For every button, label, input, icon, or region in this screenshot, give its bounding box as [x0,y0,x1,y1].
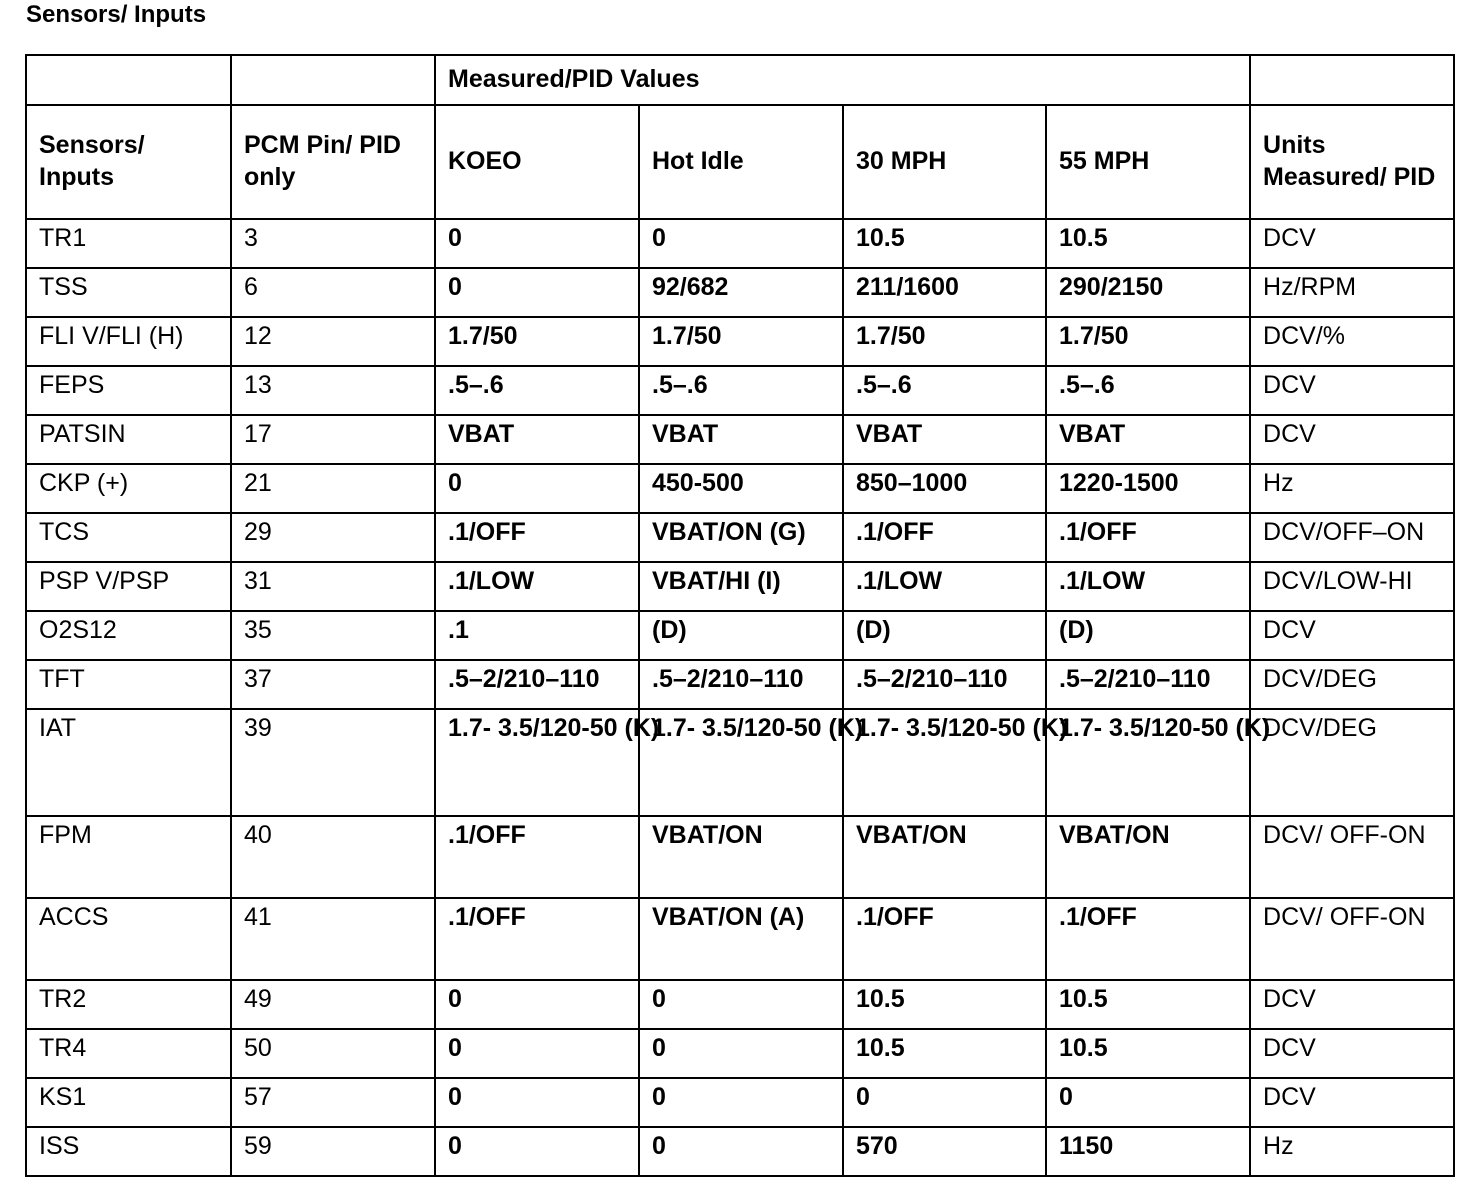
mph30-value: .1/OFF [843,898,1046,980]
pin-cell: 13 [231,366,435,415]
mph55-value: VBAT/ON [1046,816,1250,898]
sensor-cell: TR4 [26,1029,231,1078]
sensor-cell: PATSIN [26,415,231,464]
mph55-value: 0 [1046,1078,1250,1127]
table-row [26,219,1454,268]
table-row [26,1029,1454,1078]
table-row [26,1127,1454,1176]
units-cell: DCV/OFF–ON [1250,513,1454,562]
sensor-cell: IAT [26,709,231,816]
header-sensor: Sensors/ Inputs [26,105,231,219]
units-cell: DCV [1250,1078,1454,1127]
pin-cell: 40 [231,816,435,898]
units-cell: DCV/% [1250,317,1454,366]
mph55-value: 10.5 [1046,219,1250,268]
units-cell: DCV/DEG [1250,660,1454,709]
header-units: Units Measured/ PID [1250,105,1454,219]
mph30-value: .1/OFF [843,513,1046,562]
mph55-value: 1150 [1046,1127,1250,1176]
mph30-value: .5–2/210–110 [843,660,1046,709]
table-row [26,415,1454,464]
mph55-value: .1/OFF [1046,898,1250,980]
table-row [26,660,1454,709]
koeo-value: 0 [435,219,639,268]
units-cell: DCV [1250,219,1454,268]
mph30-value: 0 [843,1078,1046,1127]
hot-idle-value: .5–2/210–110 [639,660,843,709]
table-row [26,317,1454,366]
mph30-value: 570 [843,1127,1046,1176]
table-row [26,1078,1454,1127]
hot-idle-value: 1.7- 3.5/120-50 (K) [639,709,843,816]
hot-idle-value: VBAT/ON (A) [639,898,843,980]
table-row [26,709,1454,816]
koeo-value: 0 [435,1029,639,1078]
sensor-cell: TFT [26,660,231,709]
table-row [26,464,1454,513]
hot-idle-value: 0 [639,1078,843,1127]
sensor-input-table [25,54,1455,1177]
table-row [26,816,1454,898]
blank-header-cell [231,55,435,105]
koeo-value: 0 [435,1078,639,1127]
hot-idle-value: .5–.6 [639,366,843,415]
header-koeo: KOEO [435,105,639,219]
sensor-cell: TSS [26,268,231,317]
pin-cell: 37 [231,660,435,709]
pin-cell: 49 [231,980,435,1029]
sensor-cell: TCS [26,513,231,562]
mph55-value: 1220-1500 [1046,464,1250,513]
mph30-value: 850–1000 [843,464,1046,513]
hot-idle-value: 0 [639,1029,843,1078]
sensor-cell: ISS [26,1127,231,1176]
mph55-value: 1.7- 3.5/120-50 (K) [1046,709,1250,816]
column-header-row [26,105,1454,219]
mph55-value: VBAT [1046,415,1250,464]
mph55-value: (D) [1046,611,1250,660]
hot-idle-value: VBAT [639,415,843,464]
units-cell: Hz/RPM [1250,268,1454,317]
header-55-mph: 55 MPH [1046,105,1250,219]
mph55-value: 10.5 [1046,1029,1250,1078]
sensor-cell: PSP V/PSP [26,562,231,611]
mph55-value: .5–2/210–110 [1046,660,1250,709]
pin-cell: 39 [231,709,435,816]
pin-cell: 41 [231,898,435,980]
sensor-cell: O2S12 [26,611,231,660]
units-cell: DCV [1250,415,1454,464]
pin-cell: 3 [231,219,435,268]
pin-cell: 21 [231,464,435,513]
blank-header-cell [26,55,231,105]
koeo-value: .1/LOW [435,562,639,611]
koeo-value: 0 [435,980,639,1029]
units-cell: DCV [1250,611,1454,660]
koeo-value: .1/OFF [435,513,639,562]
measured-pid-values-header: Measured/PID Values [435,55,1250,105]
group-header-row [26,55,1454,105]
units-cell: Hz [1250,1127,1454,1176]
header-pin: PCM Pin/ PID only [231,105,435,219]
mph55-value: .5–.6 [1046,366,1250,415]
hot-idle-value: 0 [639,1127,843,1176]
mph30-value: VBAT [843,415,1046,464]
mph30-value: 10.5 [843,980,1046,1029]
sensor-cell: FLI V/FLI (H) [26,317,231,366]
mph55-value: 290/2150 [1046,268,1250,317]
pin-cell: 50 [231,1029,435,1078]
pin-cell: 57 [231,1078,435,1127]
hot-idle-value: 0 [639,219,843,268]
mph30-value: (D) [843,611,1046,660]
units-cell: DCV/LOW-HI [1250,562,1454,611]
hot-idle-value: VBAT/ON (G) [639,513,843,562]
units-cell: DCV/DEG [1250,709,1454,816]
units-cell: DCV [1250,366,1454,415]
koeo-value: .1/OFF [435,816,639,898]
koeo-value: .5–2/210–110 [435,660,639,709]
header-30-mph: 30 MPH [843,105,1046,219]
sensor-cell: FEPS [26,366,231,415]
mph30-value: .1/LOW [843,562,1046,611]
sensor-cell: TR2 [26,980,231,1029]
koeo-value: VBAT [435,415,639,464]
pin-cell: 6 [231,268,435,317]
koeo-value: 0 [435,268,639,317]
koeo-value: .5–.6 [435,366,639,415]
sensor-cell: TR1 [26,219,231,268]
koeo-value: 1.7/50 [435,317,639,366]
units-cell: DCV/ OFF-ON [1250,898,1454,980]
units-cell: Hz [1250,464,1454,513]
table-body [26,219,1454,1176]
hot-idle-value: 1.7/50 [639,317,843,366]
mph55-value: .1/OFF [1046,513,1250,562]
koeo-value: 0 [435,464,639,513]
page-title: Sensors/ Inputs [26,1,207,28]
table-row [26,513,1454,562]
koeo-value: 0 [435,1127,639,1176]
table-row [26,611,1454,660]
mph55-value: 10.5 [1046,980,1250,1029]
koeo-value: .1 [435,611,639,660]
hot-idle-value: VBAT/HI (I) [639,562,843,611]
koeo-value: .1/OFF [435,898,639,980]
hot-idle-value: (D) [639,611,843,660]
units-cell: DCV/ OFF-ON [1250,816,1454,898]
mph55-value: .1/LOW [1046,562,1250,611]
pin-cell: 12 [231,317,435,366]
pin-cell: 59 [231,1127,435,1176]
koeo-value: 1.7- 3.5/120-50 (K) [435,709,639,816]
mph30-value: 1.7/50 [843,317,1046,366]
units-cell: DCV [1250,980,1454,1029]
mph30-value: 1.7- 3.5/120-50 (K) [843,709,1046,816]
hot-idle-value: 0 [639,980,843,1029]
hot-idle-value: 450-500 [639,464,843,513]
blank-header-cell [1250,55,1454,105]
header-hot-idle: Hot Idle [639,105,843,219]
mph30-value: .5–.6 [843,366,1046,415]
pin-cell: 29 [231,513,435,562]
sensor-cell: KS1 [26,1078,231,1127]
mph30-value: 211/1600 [843,268,1046,317]
table-row [26,980,1454,1029]
mph55-value: 1.7/50 [1046,317,1250,366]
sensor-cell: CKP (+) [26,464,231,513]
table-row [26,366,1454,415]
mph30-value: VBAT/ON [843,816,1046,898]
sensor-cell: ACCS [26,898,231,980]
table-row [26,898,1454,980]
table-row [26,268,1454,317]
units-cell: DCV [1250,1029,1454,1078]
mph30-value: 10.5 [843,1029,1046,1078]
pin-cell: 31 [231,562,435,611]
pin-cell: 17 [231,415,435,464]
hot-idle-value: 92/682 [639,268,843,317]
table-row [26,562,1454,611]
pin-cell: 35 [231,611,435,660]
mph30-value: 10.5 [843,219,1046,268]
hot-idle-value: VBAT/ON [639,816,843,898]
sensor-cell: FPM [26,816,231,898]
